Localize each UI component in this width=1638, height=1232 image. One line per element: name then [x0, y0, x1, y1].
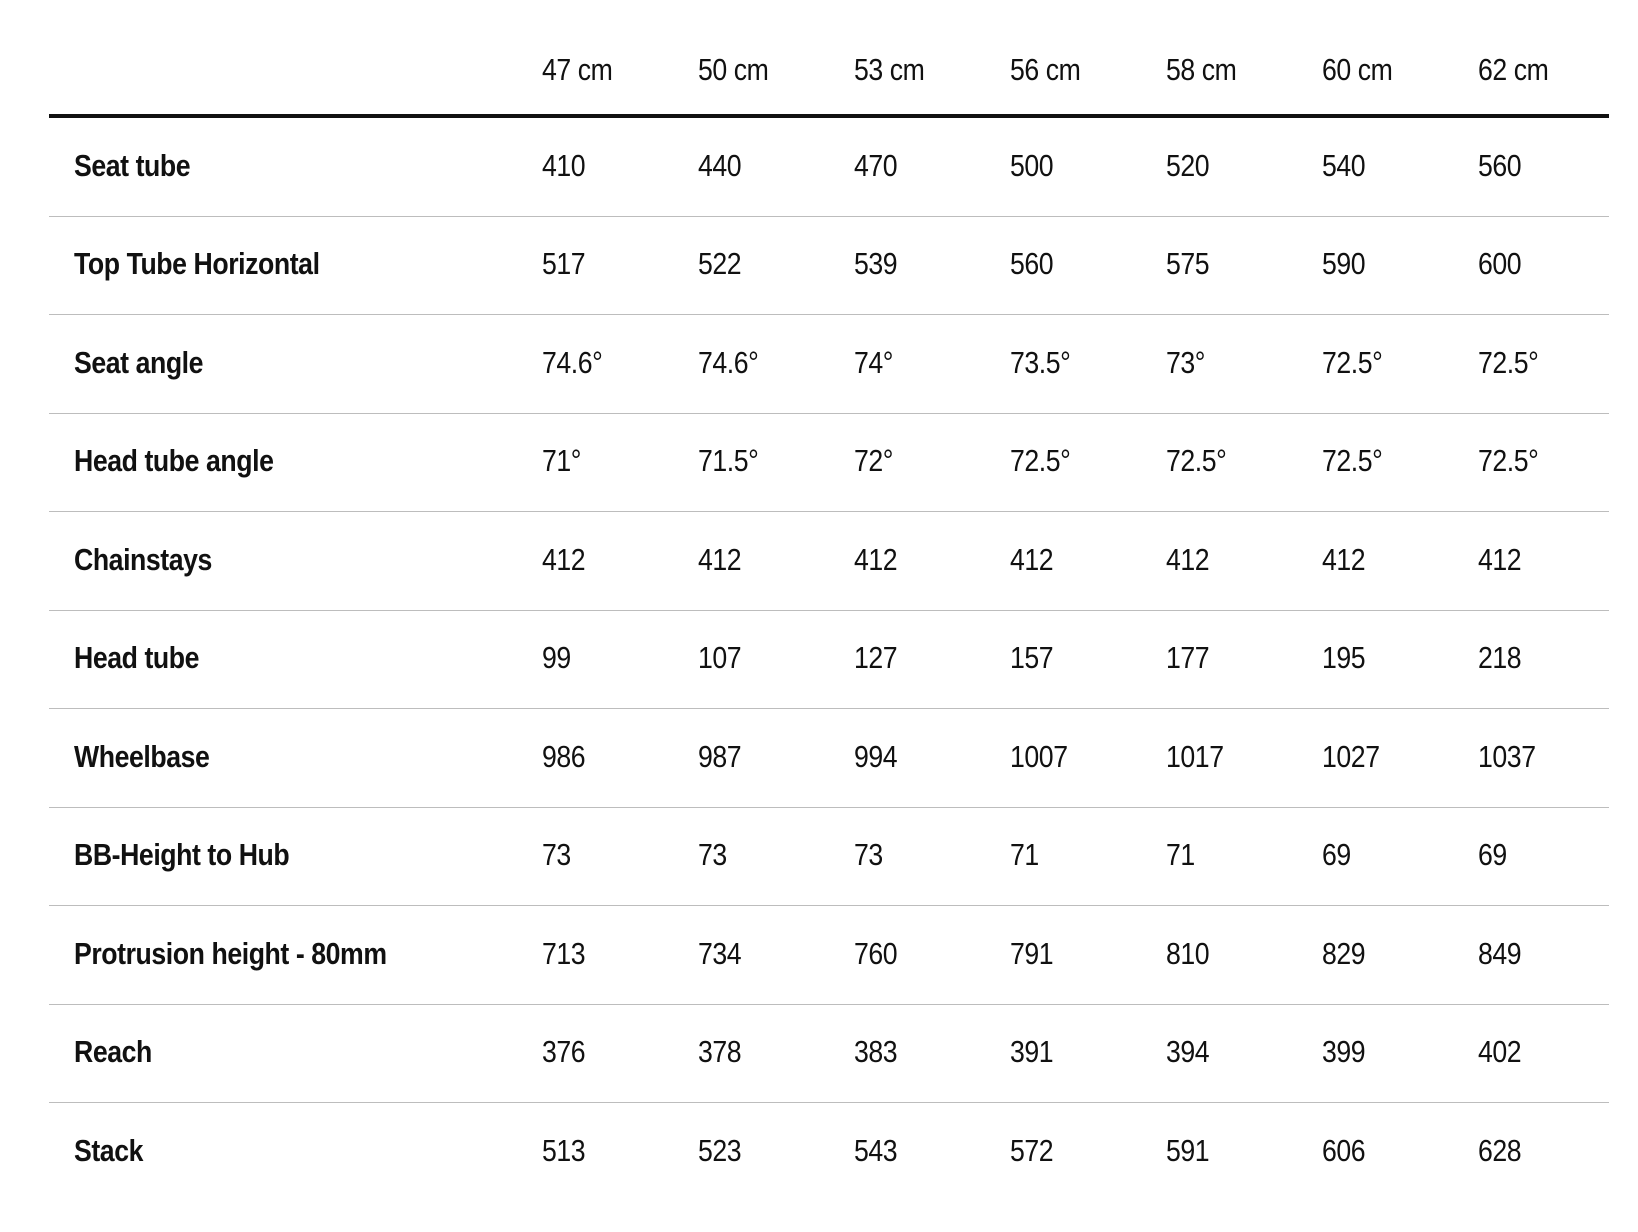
row-label: Stack [74, 1133, 144, 1169]
table-cell: 72.5° [1478, 344, 1539, 380]
table-cell: 500 [1010, 147, 1054, 183]
column-header: 53 cm [854, 52, 925, 87]
row-label: Head tube angle [74, 443, 274, 479]
table-cell: 572 [1010, 1133, 1054, 1169]
table-cell: 606 [1322, 1133, 1366, 1169]
table-cell: 810 [1166, 935, 1210, 971]
table-cell: 71.5° [698, 443, 759, 479]
table-cell: 73 [542, 837, 571, 873]
table-row [49, 315, 1609, 414]
table-row [49, 709, 1609, 808]
table-cell: 74.6° [698, 344, 759, 380]
geometry-table [49, 0, 1609, 1202]
column-header: 58 cm [1166, 52, 1237, 87]
table-cell: 513 [542, 1133, 586, 1169]
table-cell: 412 [1010, 541, 1054, 577]
row-label: Top Tube Horizontal [74, 246, 320, 282]
column-header: 62 cm [1478, 52, 1549, 87]
table-cell: 470 [854, 147, 898, 183]
table-row [49, 118, 1609, 217]
table-cell: 376 [542, 1034, 586, 1070]
table-row [49, 414, 1609, 513]
table-cell: 157 [1010, 640, 1054, 676]
table-cell: 543 [854, 1133, 898, 1169]
table-cell: 560 [1010, 246, 1054, 282]
table-cell: 73 [854, 837, 883, 873]
table-cell: 1007 [1010, 738, 1068, 774]
table-cell: 591 [1166, 1133, 1210, 1169]
table-cell: 195 [1322, 640, 1366, 676]
row-label: Head tube [74, 640, 200, 676]
table-cell: 1027 [1322, 738, 1380, 774]
table-cell: 127 [854, 640, 898, 676]
column-header: 47 cm [542, 52, 613, 87]
table-cell: 791 [1010, 935, 1054, 971]
table-cell: 412 [1478, 541, 1522, 577]
column-header: 50 cm [698, 52, 769, 87]
table-cell: 760 [854, 935, 898, 971]
table-cell: 394 [1166, 1034, 1210, 1070]
column-header: 60 cm [1322, 52, 1393, 87]
table-cell: 540 [1322, 147, 1366, 183]
table-cell: 628 [1478, 1133, 1522, 1169]
table-cell: 399 [1322, 1034, 1366, 1070]
table-header-row [49, 0, 1609, 118]
table-cell: 73° [1166, 344, 1206, 380]
table-cell: 69 [1478, 837, 1507, 873]
table-row [49, 906, 1609, 1005]
row-label: BB-Height to Hub [74, 837, 290, 873]
table-body [49, 118, 1609, 1202]
table-cell: 849 [1478, 935, 1522, 971]
table-row [49, 217, 1609, 316]
table-cell: 987 [698, 738, 742, 774]
table-cell: 412 [542, 541, 586, 577]
table-cell: 440 [698, 147, 742, 183]
table-row [49, 808, 1609, 907]
table-cell: 218 [1478, 640, 1522, 676]
table-row [49, 611, 1609, 710]
table-cell: 72.5° [1322, 344, 1383, 380]
row-label: Seat tube [74, 147, 191, 183]
table-cell: 1037 [1478, 738, 1536, 774]
table-cell: 520 [1166, 147, 1210, 183]
table-cell: 994 [854, 738, 898, 774]
row-label: Wheelbase [74, 738, 210, 774]
table-cell: 523 [698, 1133, 742, 1169]
table-cell: 378 [698, 1034, 742, 1070]
table-cell: 986 [542, 738, 586, 774]
table-row [49, 1103, 1609, 1202]
table-cell: 73.5° [1010, 344, 1071, 380]
table-cell: 72° [854, 443, 894, 479]
table-cell: 412 [698, 541, 742, 577]
row-label: Seat angle [74, 344, 204, 380]
table-cell: 72.5° [1478, 443, 1539, 479]
row-label: Chainstays [74, 541, 212, 577]
table-cell: 575 [1166, 246, 1210, 282]
table-cell: 734 [698, 935, 742, 971]
table-cell: 402 [1478, 1034, 1522, 1070]
table-row [49, 512, 1609, 611]
table-cell: 107 [698, 640, 742, 676]
table-cell: 1017 [1166, 738, 1224, 774]
row-label: Reach [74, 1034, 152, 1070]
table-cell: 73 [698, 837, 727, 873]
row-label: Protrusion height - 80mm [74, 935, 387, 971]
table-cell: 539 [854, 246, 898, 282]
table-cell: 72.5° [1166, 443, 1227, 479]
table-cell: 590 [1322, 246, 1366, 282]
table-cell: 412 [1322, 541, 1366, 577]
column-header: 56 cm [1010, 52, 1081, 87]
table-cell: 713 [542, 935, 586, 971]
table-cell: 829 [1322, 935, 1366, 971]
table-cell: 177 [1166, 640, 1210, 676]
table-cell: 383 [854, 1034, 898, 1070]
table-cell: 412 [1166, 541, 1210, 577]
table-cell: 69 [1322, 837, 1351, 873]
table-cell: 522 [698, 246, 742, 282]
table-cell: 99 [542, 640, 571, 676]
table-cell: 74.6° [542, 344, 603, 380]
table-cell: 72.5° [1010, 443, 1071, 479]
table-cell: 71° [542, 443, 582, 479]
table-cell: 517 [542, 246, 586, 282]
table-cell: 391 [1010, 1034, 1054, 1070]
table-cell: 560 [1478, 147, 1522, 183]
table-cell: 410 [542, 147, 586, 183]
table-cell: 72.5° [1322, 443, 1383, 479]
table-cell: 600 [1478, 246, 1522, 282]
table-cell: 412 [854, 541, 898, 577]
table-cell: 71 [1166, 837, 1195, 873]
table-row [49, 1005, 1609, 1104]
table-cell: 71 [1010, 837, 1039, 873]
table-cell: 74° [854, 344, 894, 380]
